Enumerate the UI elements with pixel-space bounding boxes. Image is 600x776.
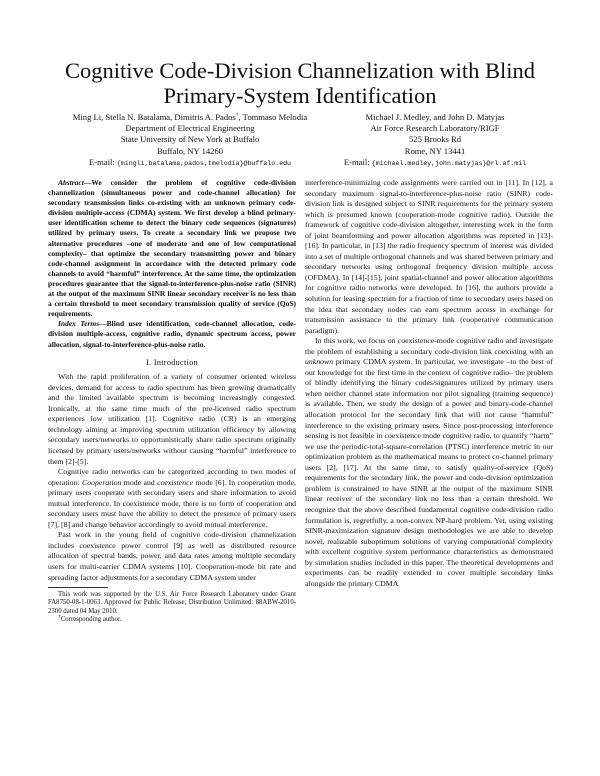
intro-p2-part-b: mode and	[121, 477, 158, 487]
right-paragraph-1: interference-minimizing code assignments were carried out in [11]. In [12], a secondary maximum signal-to-interference-plus-noise ratio (SINR) code-division link is designed subject to SINR requirements for the primary system which is presumed known (cooperation-mode cognitive radio). Outside the framework of cognitive code-division altogether, interesting work in the form of joint beamforming and power allocation algorithms was reported in [13]-[16]. In particular, in [13] the radio frequency spectrum of interest was divided into a set of multiple orthogonal channels and was shared between primary and secondary networks using orthogonal frequency division multiple access (OFDMA). In [14]-[15], joint spatial-channel and power allocation algorithms for cognitive radio networks were developed. In [16], the authors provide a solution for leasing spectrum for a fraction of time to secondary users based on the idea that secondary nodes can earn spectrum access in exchange for transmission assistance to the primary link (cooperative communication paradigm).	[305, 178, 553, 335]
intro-p2-cooperation: Cooperation	[82, 477, 122, 487]
right-p2-unknown: unknown	[305, 357, 334, 367]
intro-paragraph-2	[48, 467, 296, 530]
author-names-right: Michael J. Medley, and John D. Matyjas	[365, 112, 505, 122]
index-terms	[48, 319, 296, 349]
department: Department of Electrical Engineering	[125, 123, 255, 134]
abstract-label: Abstract	[58, 178, 84, 187]
email-address-left[interactable]: {mingli,batalama,pados,tmelodia}@buffalo.edu	[116, 159, 292, 167]
right-paragraph-2	[305, 336, 553, 589]
left-column	[48, 178, 296, 625]
author-names-left-tail: , Tommaso Melodia	[238, 112, 308, 122]
right-p2-part-a: In this work, we focus on coexistence-mode cognitive radio and investigate the problem of establishing a secondary code-division link coexisting with an	[305, 336, 553, 356]
email-label-right: E-mail:	[343, 156, 372, 167]
dagger-mark: †	[235, 112, 239, 119]
footnote-corresponding-text: Corresponding author.	[60, 616, 122, 624]
university: State University of New York at Buffalo	[120, 134, 260, 145]
author-names-left	[50, 112, 330, 123]
footnote-funding: This work was supported by the U.S. Air Force Research Laboratory under Grant FA8750-08-1-0063. Approved for Public Release; Distribution Unlimited: 88ABW-2010-2300 dated 04 May 2010.	[48, 591, 296, 615]
index-terms-text: —Blind user identification, code-channel allocation, code-division multiple-access, cognitive radio, dynamic spectrum access, power allocation, signal-to-interference-plus-noise ratio.	[48, 319, 297, 349]
index-terms-label: Index Terms	[58, 319, 100, 329]
section-heading-introduction: I. Introduction	[146, 357, 198, 367]
abstract-text: —We consider the problem of cognitive code-division channelization (simultaneous power and code-channel allocation) for secondary transmission links co-existing with an unknown primary code-division multiple-access (CDMA) system. We first develop a blind primary-user identification scheme to detect the binary code sequences (signatures) utilized by primary users. To create a secondary link we propose two alternative procedures –one of moderate and one of low computational complexity– that optimize the secondary transmitting power and binary code-channel assignment in accordance with the detected primary code channels to avoid “harmful” interference. At the same time, the optimization procedures guarantee that the signal-to-interference-plus-noise ratio (SINR) at the output of the maximum SINR linear secondary receiver is no less than a certain threshold to meet secondary transmission quality of service (QoS) requirements.	[48, 178, 296, 319]
intro-paragraph-1: With the rapid proliferation of a variety of consumer oriented wireless devices, demand for access to radio spectrum has been growing dramatically and the limited available spectrum is becoming increasingly congested. Ironically, at the same time much of the pre-licensed radio spectrum experiences low utilization [1]. Cognitive radio (CR) is an emerging technology aiming at improving spectrum utilization efficiency by allowing secondary users/networks to opportunistically share radio spectrum originally licensed by primary users/networks without causing “harmful” interference to them [2]-[5].	[48, 372, 296, 466]
affiliation-buffalo	[50, 112, 330, 169]
email-left	[50, 157, 330, 169]
abstract	[48, 178, 296, 319]
intro-p2-coexistence: coexistence	[157, 477, 194, 487]
footnote-corresponding	[48, 616, 296, 624]
footnote-divider	[48, 587, 108, 588]
intro-paragraph-3: Past work in the young field of cognitive code-division channelization includes coexistence power control [9] as well as distributed resource allocation of spectral bands, power, and data rates among multiple secondary users for multi-carrier CDMA systems [10]. Cooperation-mode bit rate and spreading factor adjustments for a secondary CDMA system under	[48, 530, 296, 582]
intro-p2-part-c: mode [6]. In cooperation mode, primary users cooperate with secondary users and share information to avoid mutual interference. In coexistence mode, there is no form of cooperation and secondary users must have the ability to detect the presence of primary users [7], [8] and change behavior accordingly to avoid mutual interference.	[48, 477, 296, 529]
email-address-right[interactable]: {michael.medley,john.matyjas}@rl.af.mil	[371, 159, 527, 167]
email-label-left: E-mail:	[88, 156, 117, 167]
lab: Air Force Research Laboratory/RIGF	[370, 123, 500, 134]
right-p2-part-b: primary CDMA system. In particular, we investigate –to the best of our knowledge for the first time in the context of cognitive radio– the problem of blindly identifying the binary codes/signatures utilized by primary users when neither channel state information nor pilot signaling (training sequence) is available. Then, we study the design of a power and binary-code-channel allocation protocol for the secondary link that will not cause “harmful” interference to the existing primary users. Since post-processing interference sensing is not feasible in coexistence mode cognitive radio, to quantify “harm” we use the periodic-total-square-correlation (PTSC) interference metric in our optimization problem as the mathematical means to protect co-channel primary users [2], [17]. At the same time, to satisfy quality-of-service (QoS) requirements for the secondary link, the power and code-division optimization problem is constrained to have SINR at the output of the maximum SINR linear receiver of the secondary link no less than a certain threshold. We recognize that the above described fundamental cognitive code-division radio formulation is, regretfully, a non-convex NP-hard problem. Yet, using existing SINR-maximization signature design methodologies we are able to develop novel, realizable suboptimum solutions of varying computational complexity with excellent cognitive system performance characteristics as demonstrated by simulation studies included in this paper. The theoretical developments and experiments can be readily extended to cover multiple secondary links alongside the primary CDMA	[305, 357, 553, 588]
affiliation-afrl	[335, 112, 535, 169]
city-left: Buffalo, NY 14260	[156, 145, 224, 156]
street: 525 Brooks Rd	[408, 134, 462, 145]
author-names-left-text: Ming Li, Stella N. Batalama, Dimitris A. Pados	[72, 112, 236, 122]
city-right: Rome, NY 13441	[404, 145, 466, 156]
email-right	[335, 157, 535, 169]
intro-p2-part-a: Cognitive radio networks can be categorized according to two modes of operation:	[48, 467, 296, 487]
right-column	[305, 178, 553, 589]
paper-title: Cognitive Code-Division Channelization with Blind Primary-System Identification	[65, 58, 535, 108]
footnote-dagger: †	[58, 614, 61, 621]
